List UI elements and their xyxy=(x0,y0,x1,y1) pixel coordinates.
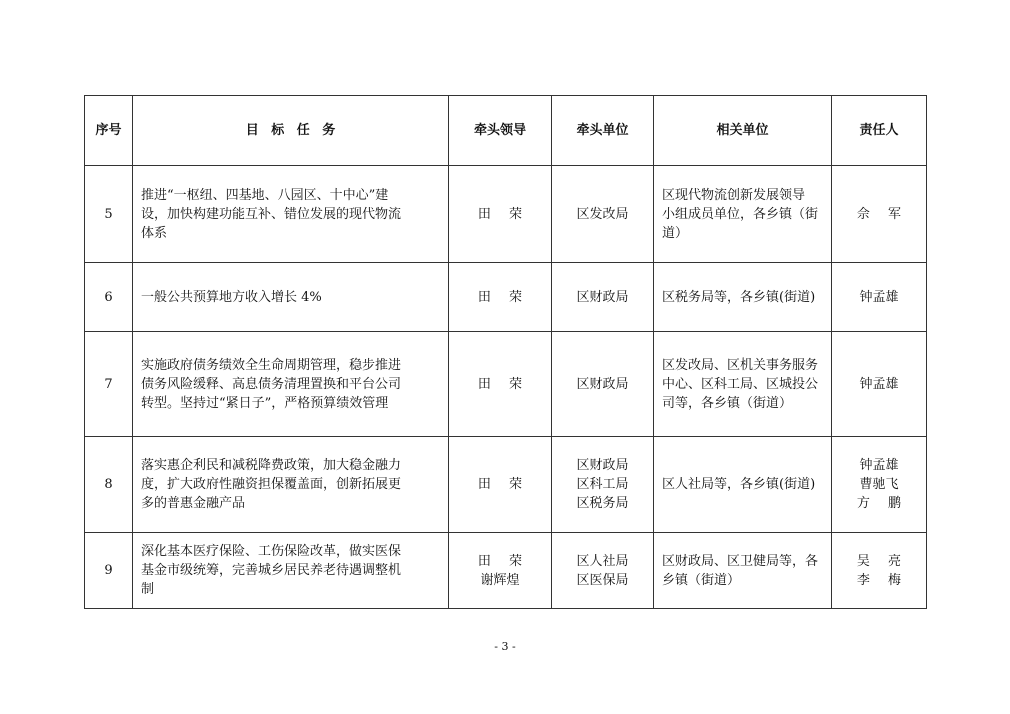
task-table xyxy=(84,95,927,609)
lead-unit-name: 区财政局 xyxy=(576,458,629,473)
lead-unit-cell xyxy=(552,533,654,609)
related-units-cell xyxy=(654,263,832,332)
lead-unit-name: 区财政局 xyxy=(576,376,629,392)
related-units-line: 小组成员单位，各乡镇（街 xyxy=(662,206,819,222)
responsible-name: 吴 亮 xyxy=(856,553,902,569)
header-leader: 牵头领导 xyxy=(449,96,552,166)
leader-cell xyxy=(449,166,552,263)
leader-cell xyxy=(449,533,552,609)
responsible-cell xyxy=(832,437,927,533)
table-row xyxy=(85,437,927,533)
leader-cell xyxy=(449,437,552,533)
task-line: 落实惠企利民和减税降费政策，加大稳金融力 xyxy=(141,458,402,473)
seq-cell: 6 xyxy=(85,263,133,332)
related-units-cell xyxy=(654,332,832,437)
responsible-name: 钟孟雄 xyxy=(859,458,899,473)
page-number: - 3 - xyxy=(494,640,516,653)
header-task: 目 标 任 务 xyxy=(133,96,449,166)
task-line: 债务风险缓释、高息债务清理置换和平台公司 xyxy=(141,376,402,392)
leader-name: 田 荣 xyxy=(477,206,523,222)
seq-cell: 8 xyxy=(85,437,133,533)
lead-unit-name: 区发改局 xyxy=(576,206,629,222)
leader-cell xyxy=(449,332,552,437)
task-line: 转型。坚持过“紧日子”，严格预算绩效管理 xyxy=(141,395,389,411)
responsible-name: 钟孟雄 xyxy=(859,289,899,305)
leader-name: 田 荣 xyxy=(477,289,523,305)
task-line: 度，扩大政府性融资担保覆盖面，创新拓展更 xyxy=(141,477,402,492)
responsible-name: 方 鹏 xyxy=(856,496,902,511)
table-row xyxy=(85,533,927,609)
related-units-line: 中心、区科工局、区城投公 xyxy=(662,376,819,392)
leader-name: 田 荣 xyxy=(477,376,523,392)
task-cell xyxy=(133,166,449,263)
task-line: 体系 xyxy=(141,225,168,241)
leader-name: 田 荣 xyxy=(477,477,523,492)
header-row xyxy=(85,96,927,166)
header-seq: 序号 xyxy=(85,96,133,166)
related-units-line: 区财政局、区卫健局等，各 xyxy=(662,553,819,569)
related-units-line: 道） xyxy=(662,225,689,241)
lead-unit-name: 区财政局 xyxy=(576,289,629,305)
lead-unit-cell xyxy=(552,166,654,263)
task-cell xyxy=(133,437,449,533)
task-cell xyxy=(133,533,449,609)
table-row xyxy=(85,332,927,437)
task-line: 多的普惠金融产品 xyxy=(141,496,246,511)
related-units-line: 乡镇（街道） xyxy=(662,572,741,588)
header-responsible: 责任人 xyxy=(832,96,927,166)
lead-unit-name: 区人社局 xyxy=(576,553,629,569)
table-row xyxy=(85,263,927,332)
seq-cell: 5 xyxy=(85,166,133,263)
task-line: 深化基本医疗保险、工伤保险改革，做实医保 xyxy=(141,544,402,559)
table-row xyxy=(85,166,927,263)
task-line: 实施政府债务绩效全生命周期管理，稳步推进 xyxy=(141,357,402,373)
lead-unit-name: 区税务局 xyxy=(576,496,629,511)
header-lead-unit: 牵头单位 xyxy=(552,96,654,166)
task-line: 基金市级统筹，完善城乡居民养老待遇调整机 xyxy=(141,563,402,578)
task-cell xyxy=(133,263,449,332)
leader-cell xyxy=(449,263,552,332)
task-line: 推进“一枢纽、四基地、八园区、十中心”建 xyxy=(141,187,389,203)
lead-unit-cell xyxy=(552,437,654,533)
related-units-cell xyxy=(654,437,832,533)
responsible-name: 钟孟雄 xyxy=(859,376,899,392)
task-line: 一般公共预算地方收入增长 4% xyxy=(141,289,322,305)
responsible-cell xyxy=(832,166,927,263)
task-cell xyxy=(133,332,449,437)
leader-name: 田 荣 xyxy=(477,553,523,569)
related-units-line: 区人社局等，各乡镇(街道) xyxy=(662,477,816,492)
task-line: 制 xyxy=(141,582,155,597)
related-units-cell xyxy=(654,533,832,609)
related-units-line: 区发改局、区机关事务服务 xyxy=(662,357,819,373)
responsible-cell xyxy=(832,263,927,332)
related-units-line: 区现代物流创新发展领导 xyxy=(662,187,806,203)
lead-unit-name: 区医保局 xyxy=(576,572,629,588)
seq-cell: 9 xyxy=(85,533,133,609)
responsible-cell xyxy=(832,332,927,437)
related-units-line: 司等，各乡镇（街道） xyxy=(662,395,793,411)
responsible-name: 曹驰飞 xyxy=(859,477,899,492)
seq-cell: 7 xyxy=(85,332,133,437)
related-units-line: 区税务局等，各乡镇(街道) xyxy=(662,289,816,305)
responsible-cell xyxy=(832,533,927,609)
task-line: 设，加快构建功能互补、错位发展的现代物流 xyxy=(141,206,402,222)
responsible-name: 佘 军 xyxy=(856,206,902,222)
responsible-name: 李 梅 xyxy=(856,572,902,588)
lead-unit-cell xyxy=(552,263,654,332)
header-related-units: 相关单位 xyxy=(654,96,832,166)
lead-unit-cell xyxy=(552,332,654,437)
leader-name: 谢辉煌 xyxy=(480,572,520,588)
lead-unit-name: 区科工局 xyxy=(576,477,629,492)
related-units-cell xyxy=(654,166,832,263)
